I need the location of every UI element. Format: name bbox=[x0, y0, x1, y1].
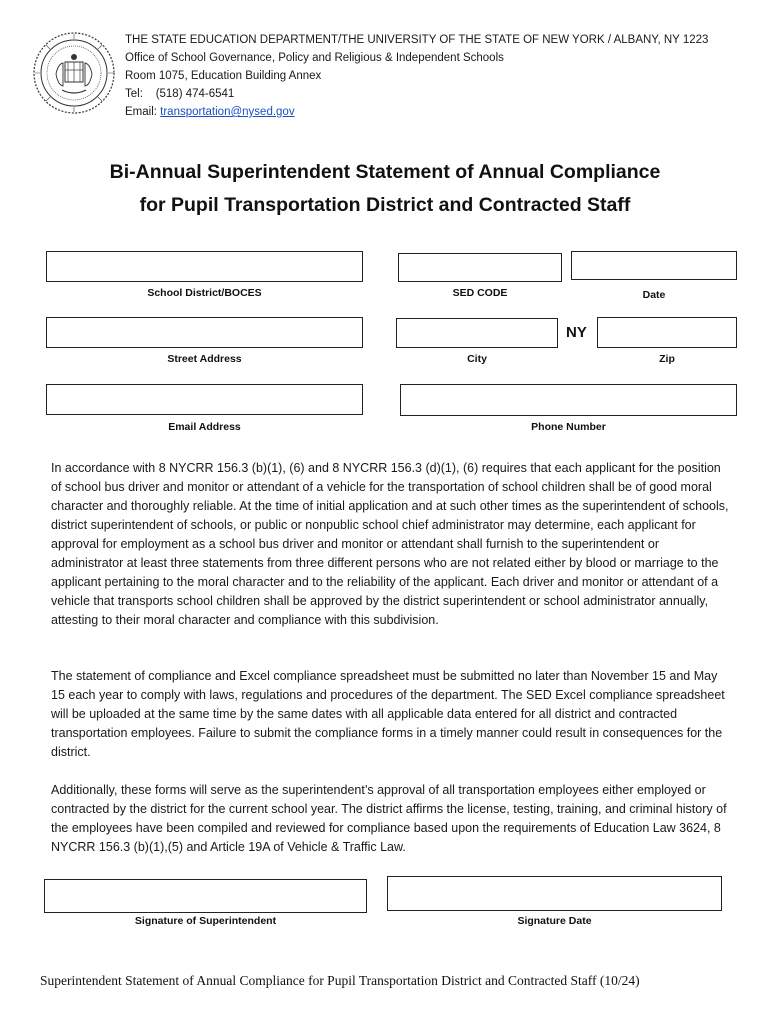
city-label: City bbox=[467, 353, 487, 365]
email-link[interactable]: transportation@nysed.gov bbox=[160, 106, 295, 118]
state-value: NY bbox=[566, 324, 587, 341]
street-address-label: Street Address bbox=[167, 353, 242, 365]
page-footer: Superintendent Statement of Annual Compliance for Pupil Transportation District and Contracted Staff (10/24) bbox=[40, 973, 640, 988]
school-district-field[interactable] bbox=[46, 251, 363, 282]
superintendent-signature-field[interactable] bbox=[44, 879, 367, 913]
signature-date-field[interactable] bbox=[387, 876, 722, 911]
header-phone bbox=[125, 85, 708, 103]
header-line-3: Room 1075, Education Building Annex bbox=[125, 70, 322, 82]
date-label: Date bbox=[642, 289, 666, 301]
agency-header bbox=[125, 31, 708, 121]
sed-code-label: SED CODE bbox=[452, 287, 508, 299]
zip-field[interactable] bbox=[597, 317, 737, 348]
header-email bbox=[125, 103, 708, 121]
phone-number-field[interactable] bbox=[400, 384, 737, 416]
state-seal-icon bbox=[32, 30, 116, 116]
phone-number-label: Phone Number bbox=[531, 421, 606, 433]
school-district-label: School District/BOCES bbox=[147, 287, 262, 299]
zip-label: Zip bbox=[659, 353, 675, 365]
header-line-2: Office of School Governance, Policy and Religious & Independent Schools bbox=[125, 52, 504, 64]
body-paragraph-2: The statement of compliance and Excel compliance spreadsheet must be submitted no later than November 15 and May 15 each year to comply with laws, regulations and procedures of the department. The SED Excel compliance spreadsheet will be uploaded at the same time by the same dates with all applicable data entered for all district and contracted transportation employees. Failure to submit the compliance forms in a timely manner could result in consequences for the district. bbox=[51, 669, 725, 759]
phone-label: Tel: bbox=[125, 88, 143, 100]
body-paragraph-1: In accordance with 8 NYCRR 156.3 (b)(1), (6) and 8 NYCRR 156.3 (d)(1), (6) requires that each applicant for the position of school bus driver and monitor or attendant of a vehicle for the transportation of school children shall be of good moral character and thoroughly reliable. At the time of initial application and at such other times as the superintendent of schools, district superintendent of schools, or public or nonpublic school chief administrator may determine, each applicant for approval for employment as a school bus driver and monitor or attendant shall furnish to the superintendent or administrator at least three statements from three different persons who are not related either by blood or marriage to the applicant pertaining to the moral character and to the reliability of the applicant. Each driver and monitor or attendant of a vehicle that transports school children shall be approved by the district superintendent or school administrator annually, attesting to their moral character and compliance with this subdivision. bbox=[51, 461, 729, 627]
form-title-line-2: for Pupil Transportation District and Contracted Staff bbox=[139, 194, 631, 216]
phone-value: (518) 474-6541 bbox=[155, 88, 235, 100]
date-field[interactable] bbox=[571, 251, 737, 280]
sed-code-field[interactable] bbox=[398, 253, 562, 282]
form-title-line-1: Bi-Annual Superintendent Statement of Annual Compliance bbox=[109, 161, 661, 183]
city-field[interactable] bbox=[396, 318, 558, 348]
signature-date-label: Signature Date bbox=[517, 915, 592, 927]
email-label: Email: bbox=[125, 106, 157, 118]
body-paragraph-3: Additionally, these forms will serve as the superintendent’s approval of all transportation employees either employed or contracted by the district for the current school year. The district affirms the license, testing, training, and criminal history of the employees have been compiled and reviewed for compliance based upon the requirements of Education Law 3624, 8 NYCRR 156.3 (b)(1),(5) and Article 19A of Vehicle & Traffic Law. bbox=[51, 783, 727, 854]
header-line-1: THE STATE EDUCATION DEPARTMENT/THE UNIVERSITY OF THE STATE OF NEW YORK / ALBANY, NY 1223 bbox=[125, 34, 709, 46]
superintendent-signature-label: Signature of Superintendent bbox=[134, 915, 277, 927]
email-address-label: Email Address bbox=[168, 421, 241, 433]
email-address-field[interactable] bbox=[46, 384, 363, 415]
street-address-field[interactable] bbox=[46, 317, 363, 348]
form-title bbox=[0, 156, 770, 222]
